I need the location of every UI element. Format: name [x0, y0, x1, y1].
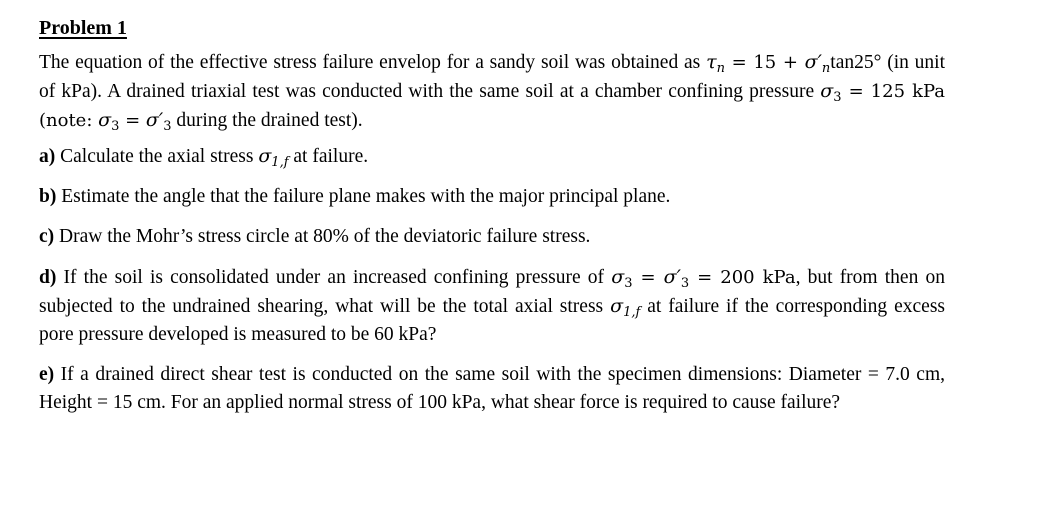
intro-sigma-3: σ [820, 80, 834, 102]
part-c [39, 223, 945, 251]
intro-sigma-3-sub: 3 [833, 90, 842, 105]
intro-sigma-n-sub: n [821, 61, 831, 76]
problem-title: Problem 1 [39, 17, 127, 39]
part-a [39, 142, 945, 171]
part-d-sigma-3b: σ′ [663, 266, 681, 288]
intro-sigma-3b: σ [98, 109, 112, 131]
intro-tau: τ [706, 51, 717, 73]
intro-sigma-3c: σ′ [145, 109, 164, 131]
part-d-text-1: If the soil is consolidated under an increased confining pressure of [56, 267, 612, 288]
intro-eq-3: = [119, 110, 146, 131]
part-a-text-2: at failure. [288, 146, 369, 167]
problem-statement [39, 48, 945, 135]
part-d-label: d) [39, 267, 57, 288]
part-a-sigma-sub: 1,f [271, 155, 289, 170]
part-a-label: a) [39, 146, 56, 167]
intro-eq-1: = 15 + [724, 52, 805, 73]
intro-sigma-n: σ′ [804, 51, 822, 73]
intro-text-3: during the drained test). [171, 110, 363, 131]
intro-text-1: The equation of the effective stress failure envelop for a sandy soil was obtained as [39, 52, 707, 73]
part-b [39, 183, 945, 211]
part-d-text-2: , but from then on subjected to the undrained shearing, what will be the total axial stress [39, 267, 945, 317]
part-e-label: e) [39, 364, 55, 385]
intro-eq-2: = 125 kPa (note: [39, 81, 946, 131]
part-d-eq-2: = 200 kPa [689, 267, 796, 288]
part-d-sigma-3-sub: 3 [624, 276, 633, 291]
part-e-text: If a drained direct shear test is conducted on the same soil with the specimen dimensions: Diameter = 7.0 cm, Height = 15 cm. For an applied normal stress of 100 kPa, what shear force is required to cause failure? [39, 364, 945, 413]
part-a-sigma: σ [258, 145, 272, 167]
part-c-label: c) [39, 226, 55, 247]
part-d-sigma-1f-sub: 1,f [623, 305, 641, 320]
part-e [39, 361, 945, 417]
part-a-text-1: Calculate the axial stress [55, 146, 259, 167]
part-d-sigma-3b-sub: 3 [680, 276, 690, 291]
part-d [39, 263, 945, 349]
intro-sigma-3b-sub: 3 [111, 119, 120, 134]
intro-tau-sub: n [716, 61, 725, 76]
intro-sigma-3c-sub: 3 [163, 119, 172, 134]
part-c-text: Draw the Mohr’s stress circle at 80% of the deviatoric failure stress. [54, 226, 591, 247]
part-d-text-3: at failure if the corresponding excess pore pressure developed is measured to be 60 kPa? [39, 296, 946, 345]
part-b-text: Estimate the angle that the failure plane makes with the major principal plane. [56, 186, 671, 207]
part-d-sigma-1f: σ [610, 295, 624, 317]
problem-document [39, 14, 945, 429]
part-d-sigma-3: σ [611, 266, 625, 288]
intro-text-2: tan25° (in unit of kPa). A drained triaxial test was conducted with the same soil at a chamber confining pressure [39, 52, 945, 102]
part-b-label: b) [39, 186, 57, 207]
part-d-eq-1: = [632, 267, 664, 288]
